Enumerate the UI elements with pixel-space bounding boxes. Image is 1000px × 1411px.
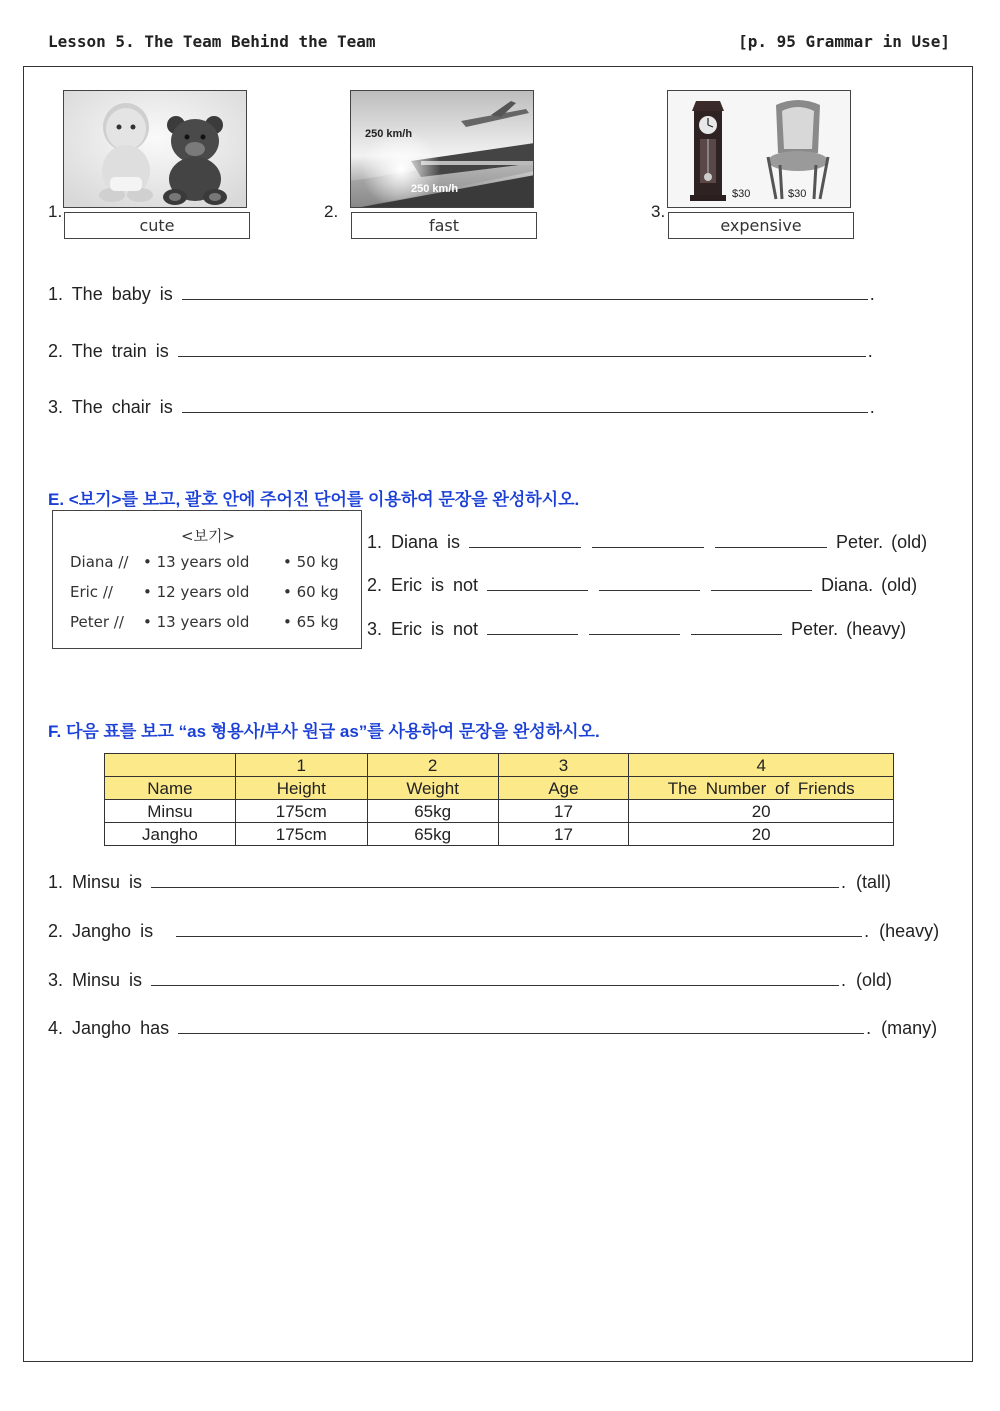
table-cell: 1 (235, 754, 367, 777)
comparison-table (104, 753, 894, 846)
answer-blank[interactable] (691, 616, 782, 635)
table-header-row (105, 777, 894, 800)
answer-blank[interactable] (469, 529, 581, 548)
sentence-prefix: 1. Minsu is (48, 872, 143, 892)
sentence-suffix: . (heavy) (864, 921, 940, 941)
example-name: Peter // (70, 613, 124, 631)
word-box-1: cute (64, 212, 250, 239)
table-row (105, 823, 894, 846)
sentence-suffix: . (869, 284, 875, 304)
price-label-chair: $30 (788, 188, 807, 200)
section-e-sentence-3 (367, 616, 906, 640)
picture-sentence-2 (48, 338, 873, 362)
table-cell: 4 (629, 754, 894, 777)
table-cell: Minsu (105, 800, 236, 823)
sentence-prefix: 3. Eric is not (367, 619, 479, 639)
airplane-train-image (350, 90, 534, 208)
table-cell: 175cm (235, 800, 367, 823)
answer-blank[interactable] (178, 338, 866, 357)
section-f-title: F. 다음 표를 보고 “as 형용사/부사 원급 as”를 사용하여 문장을 완성하시오. (48, 722, 600, 741)
table-cell: 175cm (235, 823, 367, 846)
example-box-title: <보기> (180, 527, 236, 545)
header-left: Lesson 5. The Team Behind the Team (48, 32, 376, 51)
sentence-prefix: 2. Eric is not (367, 575, 479, 595)
price-label-clock: $30 (732, 188, 751, 200)
picture-sentence-1 (48, 281, 875, 305)
table-cell (105, 754, 236, 777)
table-cell: 17 (498, 800, 629, 823)
table-cell: 20 (629, 823, 894, 846)
table-header-cell: Height (235, 777, 367, 800)
sentence-prefix: 2. The train is (48, 341, 169, 361)
word-box-2: fast (351, 212, 537, 239)
table-cell: 65kg (367, 800, 498, 823)
picture-number-2: 2. (324, 202, 339, 221)
example-name: Eric // (70, 583, 113, 601)
answer-blank[interactable] (711, 572, 812, 591)
sentence-prefix: 3. The chair is (48, 397, 173, 417)
section-e-sentence-2 (367, 572, 917, 596)
sentence-suffix: Peter. (heavy) (791, 619, 907, 639)
example-row-peter (70, 613, 124, 631)
table-number-row (105, 754, 894, 777)
sentence-prefix: 2. Jangho is (48, 921, 154, 941)
section-f-sentence-4 (48, 1015, 937, 1039)
clock-chair-image (667, 90, 851, 208)
header-right: [p. 95 Grammar in Use] (738, 32, 950, 51)
table-cell: 17 (498, 823, 629, 846)
example-row-diana (70, 553, 128, 571)
section-e-sentence-1 (367, 529, 927, 553)
answer-blank[interactable] (715, 529, 827, 548)
picture-number-3: 3. (651, 202, 666, 221)
example-age: • 13 years old (143, 613, 250, 631)
table-header-cell: Age (498, 777, 629, 800)
section-f-sentence-2 (48, 918, 939, 942)
sentence-suffix: Peter. (old) (836, 532, 928, 552)
example-name: Diana // (70, 553, 129, 571)
page-frame (23, 66, 973, 1362)
answer-blank[interactable] (599, 572, 700, 591)
example-row-eric (70, 583, 113, 601)
answer-blank[interactable] (178, 1015, 864, 1034)
example-age: • 13 years old (143, 553, 250, 571)
table-header-cell: The Number of Friends (629, 777, 894, 800)
answer-blank[interactable] (589, 616, 680, 635)
answer-blank[interactable] (176, 918, 862, 937)
baby-bear-image (63, 90, 247, 208)
table-cell: Jangho (105, 823, 236, 846)
example-weight: • 50 kg (283, 553, 339, 571)
example-box (52, 510, 362, 649)
speed-label-airplane: 250 km/h (365, 128, 413, 140)
example-weight: • 65 kg (283, 613, 339, 631)
sentence-prefix: 1. Diana is (367, 532, 461, 552)
sentence-suffix: . (tall) (841, 872, 892, 892)
sentence-prefix: 4. Jangho has (48, 1018, 170, 1038)
table-cell: 3 (498, 754, 629, 777)
example-age: • 12 years old (143, 583, 250, 601)
answer-blank[interactable] (487, 572, 588, 591)
sentence-prefix: 3. Minsu is (48, 970, 143, 990)
sentence-suffix: Diana. (old) (821, 575, 918, 595)
table-header-cell: Name (105, 777, 236, 800)
table-header-cell: Weight (367, 777, 498, 800)
sentence-suffix: . (869, 397, 875, 417)
table-row (105, 800, 894, 823)
answer-blank[interactable] (151, 967, 839, 986)
picture-number-1: 1. (48, 202, 63, 221)
word-box-3: expensive (668, 212, 854, 239)
table-cell: 2 (367, 754, 498, 777)
example-weight: • 60 kg (283, 583, 339, 601)
sentence-suffix: . (many) (866, 1018, 938, 1038)
section-f-sentence-1 (48, 869, 891, 893)
answer-blank[interactable] (592, 529, 704, 548)
answer-blank[interactable] (182, 281, 868, 300)
section-f-sentence-3 (48, 967, 892, 991)
answer-blank[interactable] (182, 394, 868, 413)
answer-blank[interactable] (151, 869, 839, 888)
sentence-suffix: . (867, 341, 873, 361)
table-cell: 65kg (367, 823, 498, 846)
sentence-prefix: 1. The baby is (48, 284, 173, 304)
speed-label-train: 250 km/h (411, 183, 459, 195)
table-cell: 20 (629, 800, 894, 823)
answer-blank[interactable] (487, 616, 578, 635)
section-e-title: E. <보기>를 보고, 괄호 안에 주어진 단어를 이용하여 문장을 완성하시오. (48, 490, 580, 509)
picture-sentence-3 (48, 394, 875, 418)
sentence-suffix: . (old) (841, 970, 893, 990)
